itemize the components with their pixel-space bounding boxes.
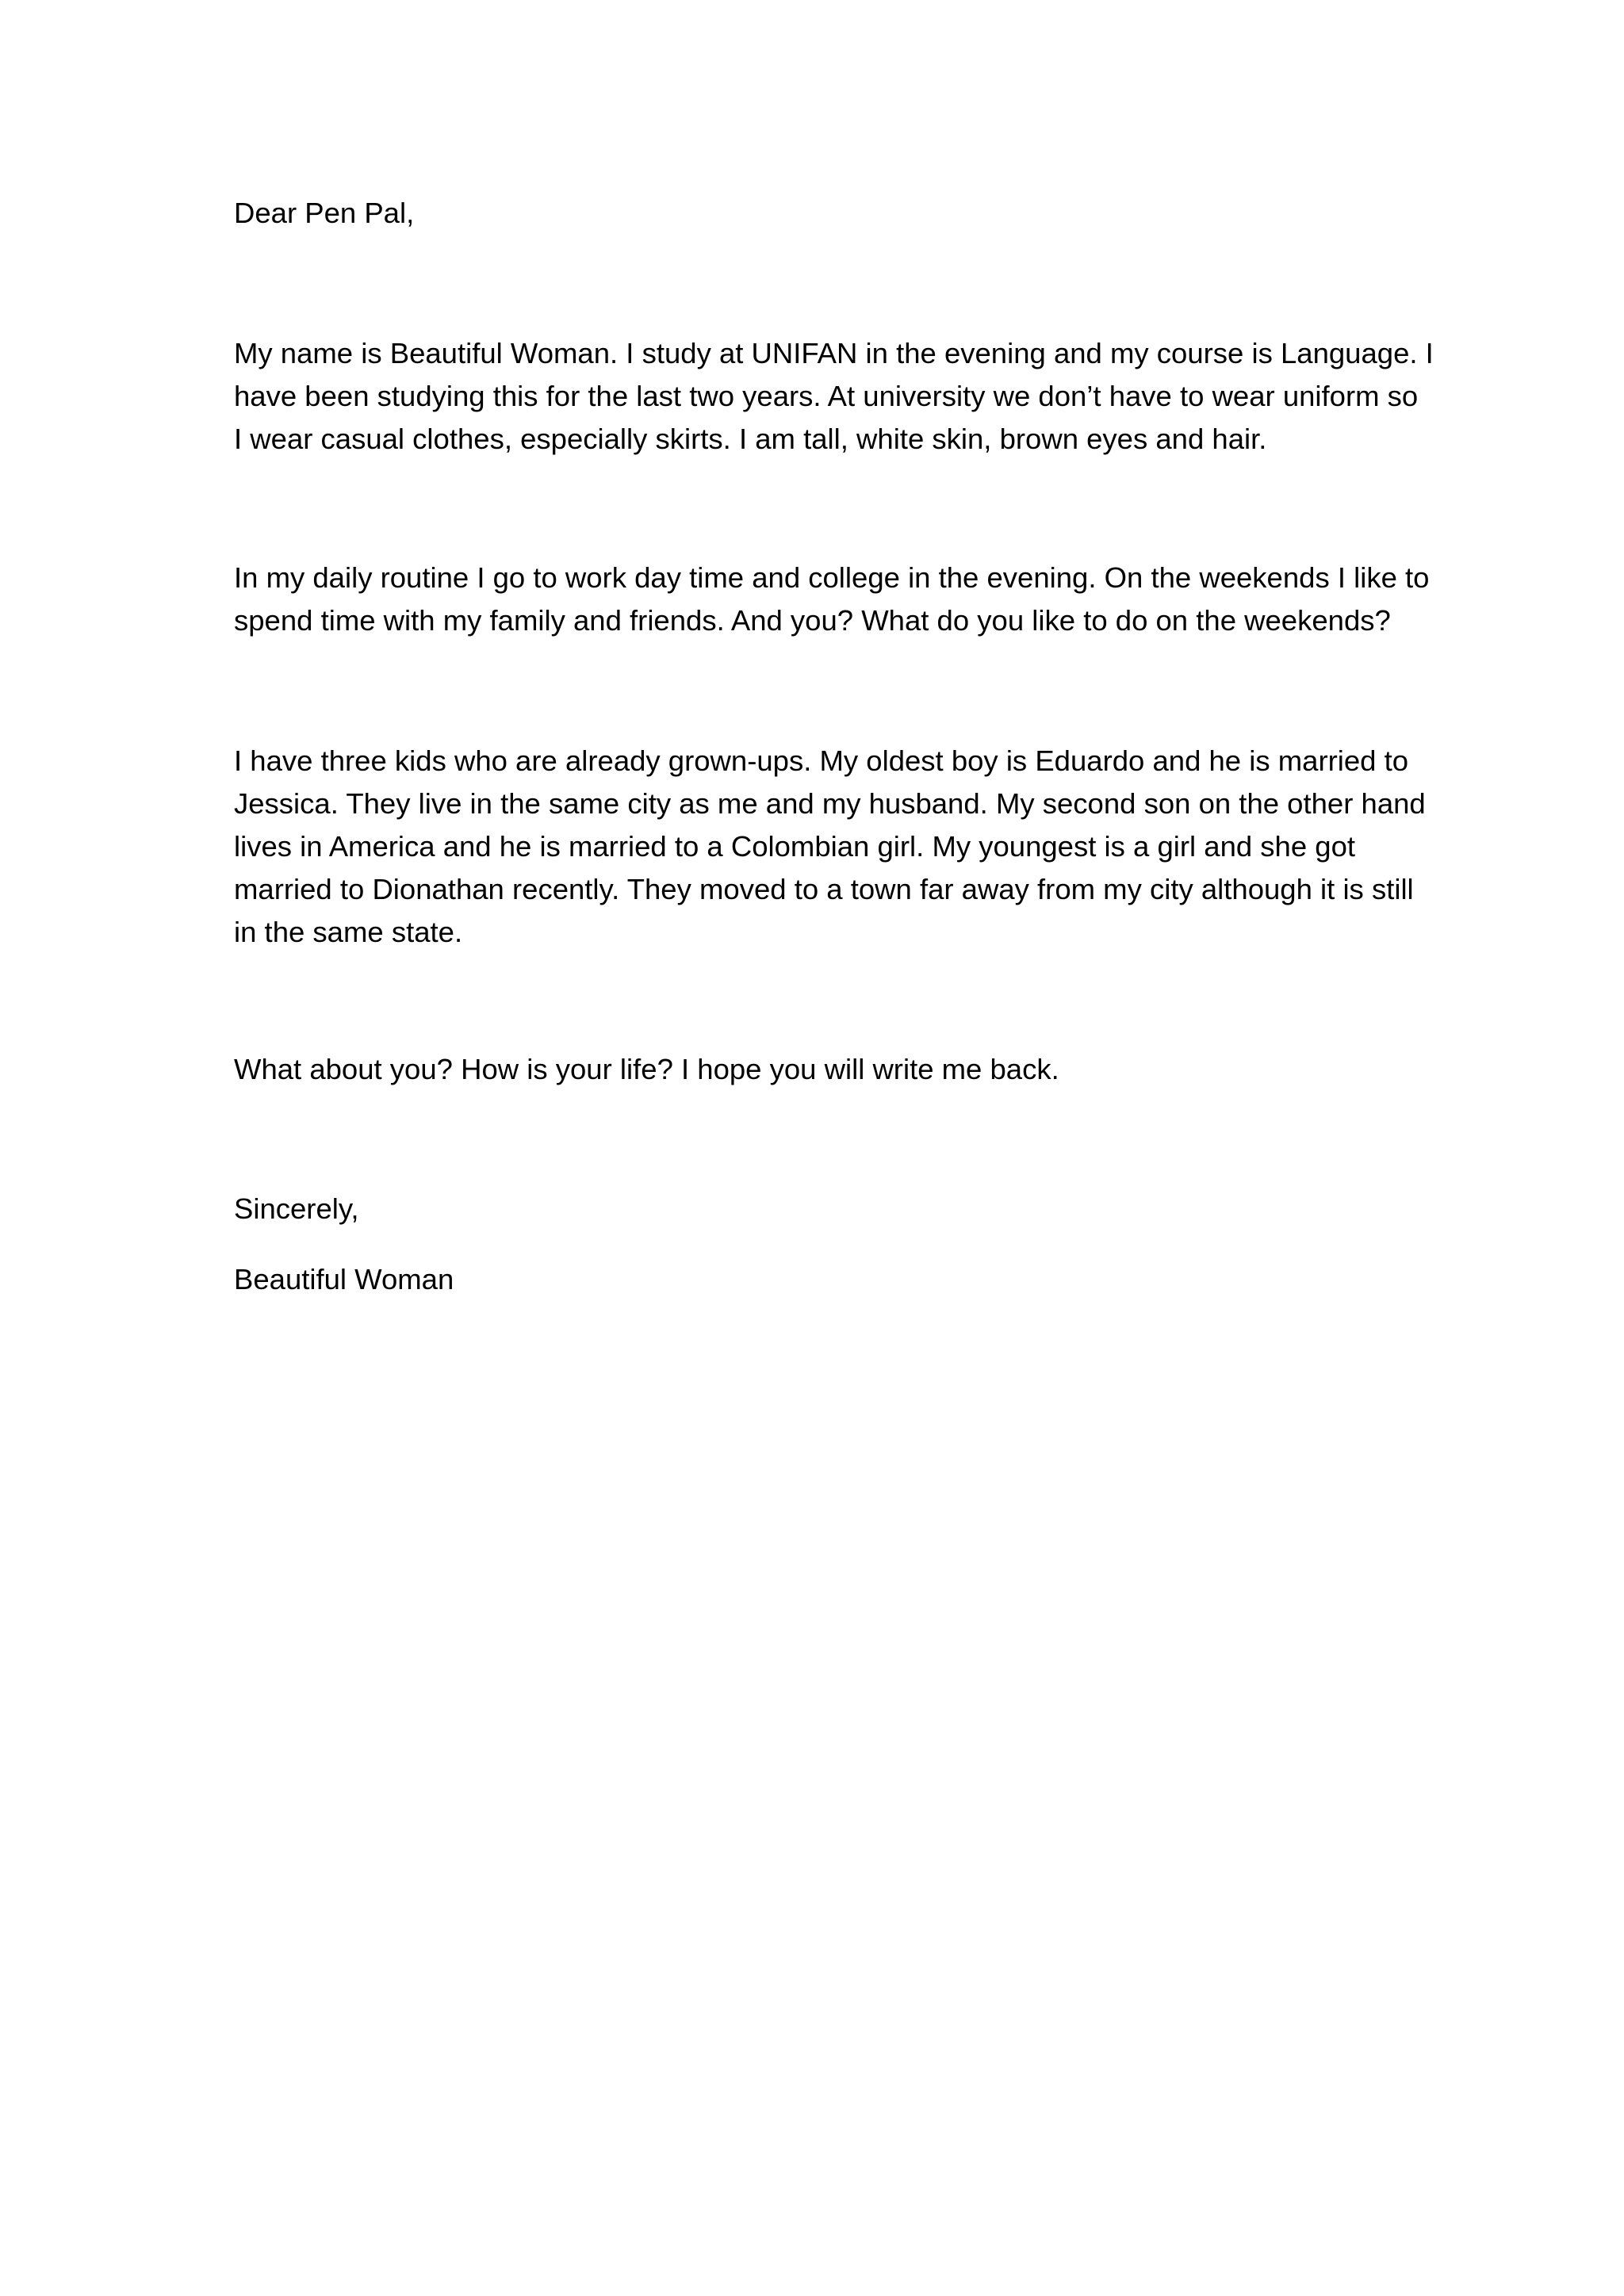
paragraph-line: My name is Beautiful Woman. I study at UNIFAN in the evening and my course is Language. I (234, 337, 1434, 369)
paragraph-line: in the same state. (234, 916, 463, 948)
paragraph-line: Jessica. They live in the same city as me and my husband. My second son on the other hand (234, 787, 1426, 820)
paragraph-line: have been studying this for the last two years. At university we don’t have to wear uniform so (234, 380, 1419, 412)
letter-greeting: Dear Pen Pal, (234, 197, 415, 229)
paragraph-line: What about you? How is your life? I hope you will write me back. (234, 1053, 1059, 1085)
letter-paragraph-family (234, 740, 1426, 954)
paragraph-line: I wear casual clothes, especially skirts. I am tall, white skin, brown eyes and hair. (234, 423, 1267, 455)
paragraph-line: In my daily routine I go to work day time and college in the evening. On the weekends I like to (234, 561, 1430, 594)
letter-signature: Beautiful Woman (234, 1263, 454, 1295)
letter-closing: Sincerely, (234, 1192, 359, 1225)
letter-paragraph-question (234, 1048, 1408, 1091)
paragraph-line: married to Dionathan recently. They moved to a town far away from my city although it is still (234, 873, 1414, 905)
paragraph-line: I have three kids who are already grown-ups. My oldest boy is Eduardo and he is married to (234, 744, 1409, 777)
letter-paragraph-routine (234, 557, 1430, 642)
paragraph-line: lives in America and he is married to a Colombian girl. My youngest is a girl and she got (234, 830, 1356, 863)
paragraph-line: spend time with my family and friends. And you? What do you like to do on the weekends? (234, 604, 1391, 637)
letter-paragraph-introduction (234, 332, 1434, 461)
